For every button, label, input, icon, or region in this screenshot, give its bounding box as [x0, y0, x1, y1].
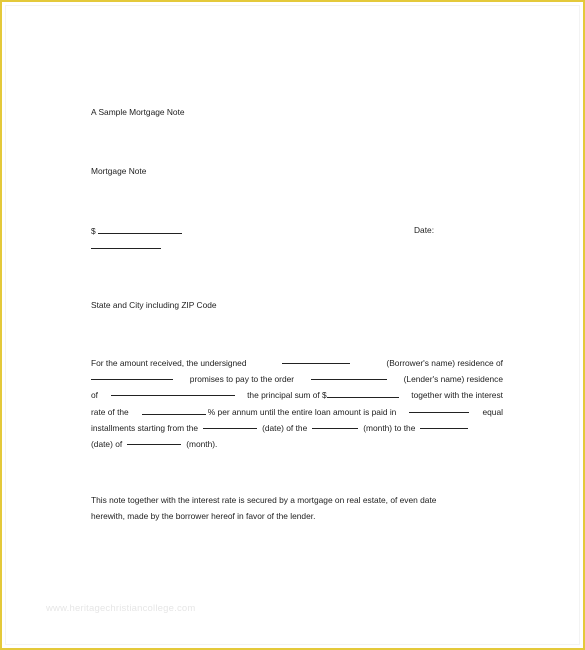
start-month-blank — [312, 420, 358, 429]
borrower-name-blank — [282, 355, 350, 364]
lender-name-blank — [311, 371, 387, 380]
body-line-2: promises to pay to the order (Lender's name) residence — [91, 371, 503, 387]
date-blank — [91, 248, 161, 249]
date-label: Date: — [414, 225, 435, 235]
borrower-residence-blank — [91, 371, 173, 380]
body-line-6: (date) of (month). — [91, 436, 503, 452]
document-page — [5, 5, 580, 645]
security-clause — [91, 492, 511, 524]
start-date-blank — [203, 420, 257, 429]
amount-blank — [98, 225, 182, 234]
principal-sum-blank — [327, 389, 399, 398]
end-month-blank — [127, 436, 181, 445]
document-heading: A Sample Mortgage Note — [91, 107, 185, 117]
note-body — [91, 355, 503, 452]
watermark-text: www.heritagechristiancollege.com — [46, 603, 196, 614]
body-line-5: installments starting from the (date) of the (month) to the — [91, 420, 503, 436]
body-line-3: of the principal sum of $ together with the interest — [91, 387, 503, 403]
end-date-blank — [420, 420, 468, 429]
dollar-sign: $ — [91, 226, 96, 236]
security-clause-line-2: herewith, made by the borrower hereof in favor of the lender. — [91, 511, 316, 522]
lender-residence-blank — [111, 387, 235, 396]
installments-count-blank — [409, 404, 469, 413]
location-label: State and City including ZIP Code — [91, 300, 217, 310]
body-line-1: For the amount received, the undersigned (Borrower's name) residence of — [91, 355, 503, 371]
document-subheading: Mortgage Note — [91, 166, 147, 176]
amount-field — [91, 225, 184, 236]
interest-rate-blank — [142, 406, 206, 415]
body-line-4: rate of the % per annum until the entire loan amount is paid in equal — [91, 404, 503, 420]
security-clause-line-1: This note together with the interest rate is secured by a mortgage on real estate, of even date — [91, 495, 437, 505]
